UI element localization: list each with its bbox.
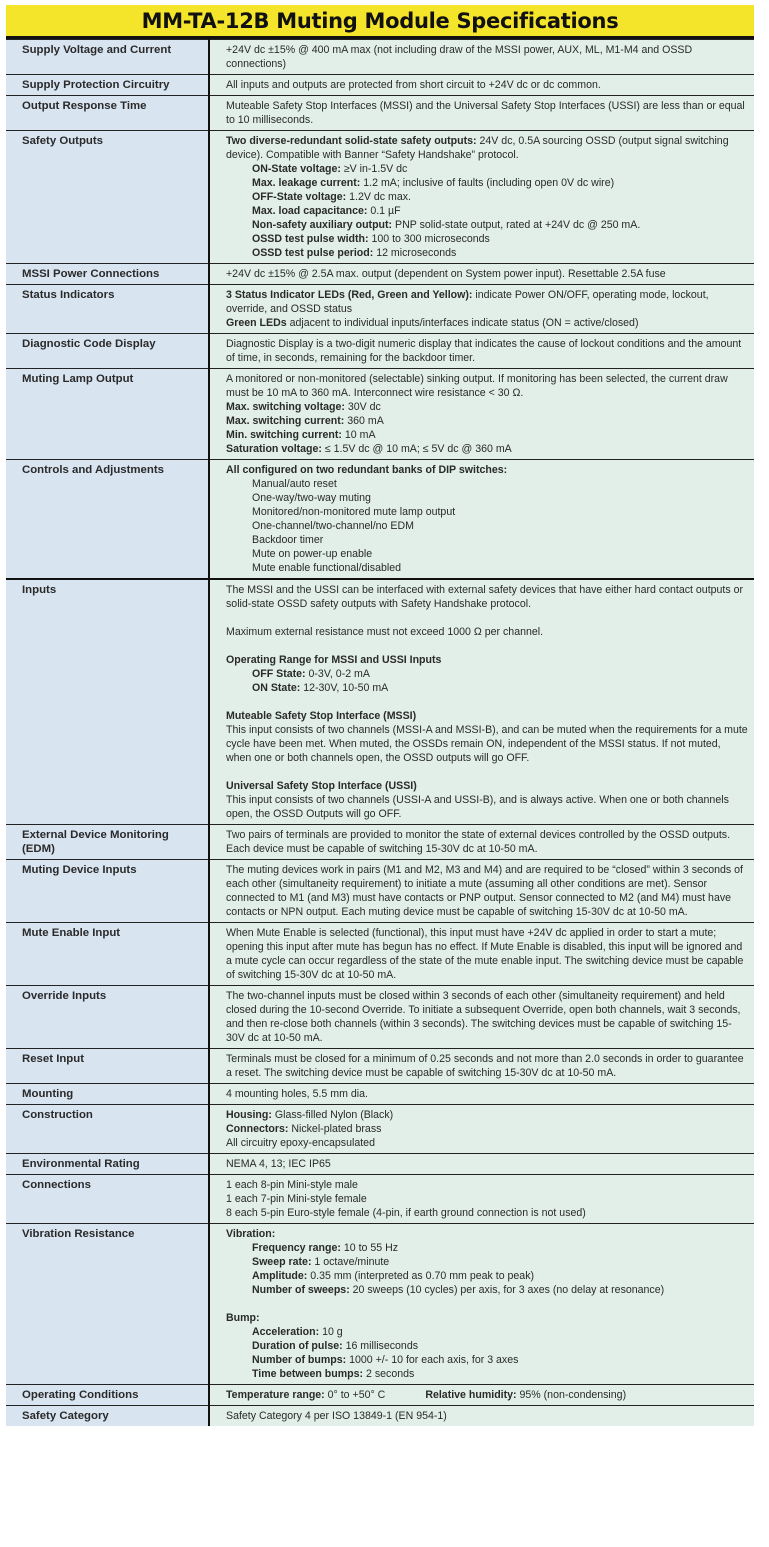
spec-term: Two diverse-redundant solid-state safety outputs: (226, 135, 477, 147)
spec-term: Temperature range: (226, 1389, 325, 1401)
spec-text: 16 milliseconds (342, 1340, 419, 1352)
spec-term: ON State: (252, 682, 301, 694)
spec-line (226, 625, 748, 639)
spec-label: Status Indicators (6, 285, 209, 334)
spec-label: Muting Lamp Output (6, 369, 209, 460)
spec-line (226, 653, 748, 667)
spec-text: 0° to +50° C (324, 1389, 386, 1401)
spec-term: Max. load capacitance: (252, 205, 368, 217)
spec-row (6, 334, 754, 369)
spec-text: 10 mA (341, 429, 376, 441)
spec-term: Non-safety auxiliary output: (252, 219, 393, 231)
spec-line (226, 288, 748, 316)
spec-label: Diagnostic Code Display (6, 334, 209, 369)
spec-text: One-way/two-way muting (252, 492, 371, 504)
spec-term: Green LEDs (226, 317, 287, 329)
spec-text: Mute enable functional/disabled (252, 562, 402, 574)
spec-text: 20 sweeps (10 cycles) per axis, for 3 axes (no delay at resonance) (349, 1284, 665, 1296)
spec-line (226, 463, 748, 477)
spec-line (226, 176, 748, 190)
spec-line (226, 779, 748, 793)
spec-value (209, 579, 754, 825)
spec-value (209, 96, 754, 131)
spec-row (6, 96, 754, 131)
spec-text: 1 each 8-pin Mini-style male (226, 1179, 358, 1191)
spec-text: Monitored/non-monitored mute lamp output (252, 506, 456, 518)
spec-term: OSSD test pulse width: (252, 233, 369, 245)
spec-value (209, 860, 754, 923)
spec-value (209, 1406, 754, 1427)
spec-text: Two pairs of terminals are provided to monitor the state of external devices controlled by the OSSD outputs. Each device must be capable of switching 15-30V dc at 10-50 mA. (226, 829, 731, 855)
spec-line (226, 1409, 748, 1423)
spec-text: This input consists of two channels (MSSI-A and MSSI-B), and can be muted when the requirements for a mute cycle have been met. When muted, the OSSDs remain ON, independent of the MSSI status. If not muted, when one or both channels open, the OSSD outputs will go OFF. (226, 724, 748, 764)
spacer (226, 765, 748, 779)
spec-row (6, 131, 754, 264)
spec-value (209, 460, 754, 580)
spec-row (6, 40, 754, 75)
spec-term: ON-State voltage: (252, 163, 341, 175)
spec-term: OSSD test pulse period: (252, 247, 374, 259)
spec-text: 8 each 5-pin Euro-style female (4-pin, if earth ground connection is not used) (226, 1207, 586, 1219)
spec-line (226, 1136, 748, 1150)
spec-term: Number of bumps: (252, 1354, 347, 1366)
spec-line (226, 1178, 748, 1192)
spec-line (226, 414, 748, 428)
spec-text: All circuitry epoxy-encapsulated (226, 1137, 375, 1149)
spec-line (226, 442, 748, 456)
spec-line (226, 926, 748, 982)
spec-line (226, 1353, 748, 1367)
spec-text: 10 to 55 Hz (340, 1242, 399, 1254)
spec-line (226, 989, 748, 1045)
spec-line (226, 267, 748, 281)
spec-value (209, 75, 754, 96)
spec-line (226, 709, 748, 723)
spec-text: 95% (non-condensing) (516, 1389, 627, 1401)
spec-term: Bump: (226, 1312, 260, 1324)
spec-text: Safety Category 4 per ISO 13849-1 (EN 954-1) (226, 1410, 447, 1422)
spec-line (226, 1122, 748, 1136)
spec-line (226, 863, 748, 919)
spec-line (226, 1157, 748, 1171)
spec-term: 3 Status Indicator LEDs (Red, Green and Yellow): (226, 289, 473, 301)
spec-text: 30V dc (344, 401, 381, 413)
spec-term: Operating Range for MSSI and USSI Inputs (226, 654, 442, 666)
spec-table-body (6, 40, 754, 1427)
spec-line (226, 1108, 748, 1122)
spec-term: Max. switching current: (226, 415, 345, 427)
spec-line (226, 1311, 748, 1325)
spec-line (226, 681, 748, 695)
spec-line (226, 1255, 748, 1269)
spec-label: External Device Monitoring (EDM) (6, 825, 209, 860)
spec-label: Safety Category (6, 1406, 209, 1427)
spec-line (226, 1283, 748, 1297)
spec-line (226, 1325, 748, 1339)
spec-line (226, 828, 748, 856)
spec-text: adjacent to individual inputs/interfaces indicate status (ON = active/closed) (286, 317, 639, 329)
spec-value (209, 264, 754, 285)
spec-line (226, 162, 748, 176)
spec-term: Relative humidity: (425, 1389, 517, 1401)
spec-term: Time between bumps: (252, 1368, 364, 1380)
spacer (226, 611, 748, 625)
spec-value (209, 334, 754, 369)
spec-value (209, 1175, 754, 1224)
spec-line (226, 491, 748, 505)
spec-value (209, 1385, 754, 1406)
spec-label: Muting Device Inputs (6, 860, 209, 923)
spec-label: Inputs (6, 579, 209, 825)
spec-row (6, 923, 754, 986)
spec-text: 100 to 300 microseconds (368, 233, 490, 245)
spec-value (209, 1049, 754, 1084)
spec-row (6, 579, 754, 825)
spec-text: When Mute Enable is selected (functional), this input must have +24V dc applied in order to start a mute; opening this input after mute has begun has no effect. If Mute Enable is disabled, this input will be ignored and a mute cycle can occur regardless of the state of the mute enable input. The switching device must be capable of switching 15-30V dc at 10-50 mA. (226, 927, 744, 981)
spec-value (209, 923, 754, 986)
spec-text: NEMA 4, 13; IEC IP65 (226, 1158, 331, 1170)
spec-text: A monitored or non-monitored (selectable) sinking output. If monitoring has been selected, the current draw must be 10 mA to 360 mA. Interconnect wire resistance < 30 Ω. (226, 373, 728, 399)
spec-text: 4 mounting holes, 5.5 mm dia. (226, 1088, 368, 1100)
spec-text: This input consists of two channels (USSI-A and USSI-B), and is always active. When one or both channels open, the OSSD Outputs will go OFF. (226, 794, 729, 820)
spec-label: Vibration Resistance (6, 1224, 209, 1385)
spec-row (6, 1385, 754, 1406)
spec-text: Muteable Safety Stop Interfaces (MSSI) and the Universal Safety Stop Interfaces (USSI) are less than or equal to 10 milliseconds. (226, 100, 745, 126)
spec-label: Operating Conditions (6, 1385, 209, 1406)
spec-term: Universal Safety Stop Interface (USSI) (226, 780, 417, 792)
spec-text: 12-30V, 10-50 mA (300, 682, 389, 694)
spec-line (226, 533, 748, 547)
spec-text: The MSSI and the USSI can be interfaced with external safety devices that have either hard contact outputs or solid-state OSSD safety outputs with Safety Handshake protocol. (226, 584, 744, 610)
spec-text: +24V dc ±15% @ 400 mA max (not including draw of the MSSI power, AUX, ML, M1-M4 and OSSD connections) (226, 44, 693, 70)
spec-term: Muteable Safety Stop Interface (MSSI) (226, 710, 417, 722)
spec-label: Environmental Rating (6, 1154, 209, 1175)
spec-row (6, 460, 754, 580)
spec-row (6, 1224, 754, 1385)
spec-line (226, 218, 748, 232)
spec-line (226, 204, 748, 218)
spacer (226, 695, 748, 709)
spec-text: 1 octave/minute (311, 1256, 390, 1268)
spec-line (226, 519, 748, 533)
spec-text: 360 mA (344, 415, 384, 427)
spec-value (209, 1105, 754, 1154)
spec-row (6, 75, 754, 96)
spec-text: 1 each 7-pin Mini-style female (226, 1193, 367, 1205)
spec-text: Glass-filled Nylon (Black) (271, 1109, 394, 1121)
spec-line (226, 793, 748, 821)
spec-line (226, 316, 748, 330)
spec-term: OFF State: (252, 668, 306, 680)
spec-text: Mute on power-up enable (252, 548, 373, 560)
spec-row (6, 1154, 754, 1175)
spec-label: Override Inputs (6, 986, 209, 1049)
spec-text: Maximum external resistance must not exceed 1000 Ω per channel. (226, 626, 544, 638)
spec-row (6, 1049, 754, 1084)
spec-line (226, 372, 748, 400)
spec-text: 24V dc, 0.5A sourcing OSSD (output signal switching device). Compatible with Banner “Safety Handshake” protocol. (226, 135, 729, 161)
spec-row (6, 986, 754, 1049)
spec-row (6, 264, 754, 285)
spec-text: +24V dc ±15% @ 2.5A max. output (dependent on System power input). Resettable 2.5A fuse (226, 268, 666, 280)
spec-text: Diagnostic Display is a two-digit numeric display that indicates the cause of lockout conditions and the amount of time, in seconds, remaining for the backdoor timer. (226, 338, 742, 364)
spec-line (226, 400, 748, 414)
spec-value (209, 40, 754, 75)
spec-text: 12 microseconds (373, 247, 457, 259)
spec-line (226, 99, 748, 127)
spec-text: 0-3V, 0-2 mA (305, 668, 370, 680)
spec-value (209, 285, 754, 334)
spec-term: All configured on two redundant banks of DIP switches: (226, 464, 508, 476)
spec-text: 0.1 µF (367, 205, 401, 217)
spec-line (226, 667, 748, 681)
spec-line (226, 428, 748, 442)
spec-term: Saturation voltage: (226, 443, 322, 455)
spec-value (209, 1154, 754, 1175)
spec-term: Frequency range: (252, 1242, 341, 1254)
spec-label: Safety Outputs (6, 131, 209, 264)
spec-term: Vibration: (226, 1228, 276, 1240)
spec-line (226, 561, 748, 575)
spec-line (226, 1269, 748, 1283)
spec-table (6, 39, 754, 1426)
spec-text: 1000 +/- 10 for each axis, for 3 axes (346, 1354, 519, 1366)
spec-line (226, 505, 748, 519)
spec-sheet (6, 5, 754, 1426)
spec-line (226, 723, 748, 765)
spec-term: Amplitude: (252, 1270, 308, 1282)
spec-text: 0.35 mm (interpreted as 0.70 mm peak to peak) (307, 1270, 535, 1282)
spec-label: Output Response Time (6, 96, 209, 131)
spec-text: Terminals must be closed for a minimum of 0.25 seconds and not more than 2.0 seconds in order to guarantee a reset. The switching device must be capable of switching 15-30V dc at 10-50 mA. (226, 1053, 744, 1079)
spec-line (226, 1052, 748, 1080)
spec-label: Mounting (6, 1084, 209, 1105)
spec-term: OFF-State voltage: (252, 191, 347, 203)
spec-label: Construction (6, 1105, 209, 1154)
spec-row (6, 860, 754, 923)
spec-line (226, 477, 748, 491)
spec-label: Mute Enable Input (6, 923, 209, 986)
spec-line (226, 190, 748, 204)
spec-line (226, 246, 748, 260)
spacer (226, 1297, 748, 1311)
spec-line (226, 1227, 748, 1241)
spec-text: 1.2 mA; inclusive of faults (including open 0V dc wire) (360, 177, 615, 189)
spec-label: Supply Voltage and Current (6, 40, 209, 75)
spec-row (6, 1084, 754, 1105)
spec-text: ≤ 1.5V dc @ 10 mA; ≤ 5V dc @ 360 mA (321, 443, 512, 455)
spec-term: Min. switching current: (226, 429, 342, 441)
spec-line (226, 1192, 748, 1206)
spec-line (226, 1087, 748, 1101)
spec-term: Number of sweeps: (252, 1284, 350, 1296)
spec-row (6, 285, 754, 334)
spec-term: Sweep rate: (252, 1256, 312, 1268)
spec-value (209, 986, 754, 1049)
spec-term: Max. switching voltage: (226, 401, 345, 413)
spec-value (209, 1224, 754, 1385)
spec-line (226, 1388, 748, 1402)
spec-text: Manual/auto reset (252, 478, 337, 490)
spec-value (209, 825, 754, 860)
spec-text: indicate Power ON/OFF, operating mode, lockout, override, and OSSD status (226, 289, 709, 315)
spec-label: Reset Input (6, 1049, 209, 1084)
spec-text: One-channel/two-channel/no EDM (252, 520, 414, 532)
spec-label: Supply Protection Circuitry (6, 75, 209, 96)
spec-value (209, 369, 754, 460)
spec-text: Backdoor timer (252, 534, 324, 546)
spec-term: Duration of pulse: (252, 1340, 343, 1352)
spec-line (226, 1367, 748, 1381)
spacer (226, 639, 748, 653)
page-title: MM-TA-12B Muting Module Specifications (141, 8, 619, 33)
spec-line (226, 583, 748, 611)
spec-label: Connections (6, 1175, 209, 1224)
spec-line (226, 1241, 748, 1255)
spec-row (6, 825, 754, 860)
spec-line (226, 547, 748, 561)
spec-line (226, 78, 748, 92)
spec-text: Nickel-plated brass (288, 1123, 382, 1135)
spec-line (226, 134, 748, 162)
spec-term: Connectors: (226, 1123, 289, 1135)
spec-text: All inputs and outputs are protected from short circuit to +24V dc or dc common. (226, 79, 601, 91)
spec-term: Max. leakage current: (252, 177, 361, 189)
spec-text: The muting devices work in pairs (M1 and M2, M3 and M4) and are required to be “closed” within 3 seconds of each other (simultaneity requirement) to initiate a mute (assuming all other conditions are met). Sensor connected to M1 (and M3) must have contacts or PNP output. Sensor connected to M2 (and M4) must have contacts or NPN output. Each muting device must be capable of switching 15-30V dc at 10-50 mA. (226, 864, 743, 918)
spec-row (6, 369, 754, 460)
spec-line (226, 232, 748, 246)
spec-label: MSSI Power Connections (6, 264, 209, 285)
spec-line (226, 337, 748, 365)
spec-line (226, 1339, 748, 1353)
spec-text: PNP solid-state output, rated at +24V dc @ 250 mA. (392, 219, 641, 231)
spec-text: 10 g (319, 1326, 343, 1338)
spec-text: 2 seconds (363, 1368, 415, 1380)
spec-line (226, 43, 748, 71)
spec-value (209, 1084, 754, 1105)
spec-text: ≥V in-1.5V dc (340, 163, 408, 175)
title-banner (6, 5, 754, 39)
spec-row (6, 1406, 754, 1427)
spec-row (6, 1105, 754, 1154)
spec-text: 1.2V dc max. (346, 191, 411, 203)
spec-term: Acceleration: (252, 1326, 320, 1338)
spec-row (6, 1175, 754, 1224)
spec-line (226, 1206, 748, 1220)
spec-value (209, 131, 754, 264)
spec-label: Controls and Adjustments (6, 460, 209, 580)
spec-term: Housing: (226, 1109, 272, 1121)
spec-text: The two-channel inputs must be closed within 3 seconds of each other (simultaneity requirement) and held closed during the 10-second Override. To initiate a subsequent Override, open both channels, wait 3 seconds, and then re-close both channels (within 3 seconds). The switching devices must be capable of switching 15-30V dc at 10-50 mA. (226, 990, 741, 1044)
